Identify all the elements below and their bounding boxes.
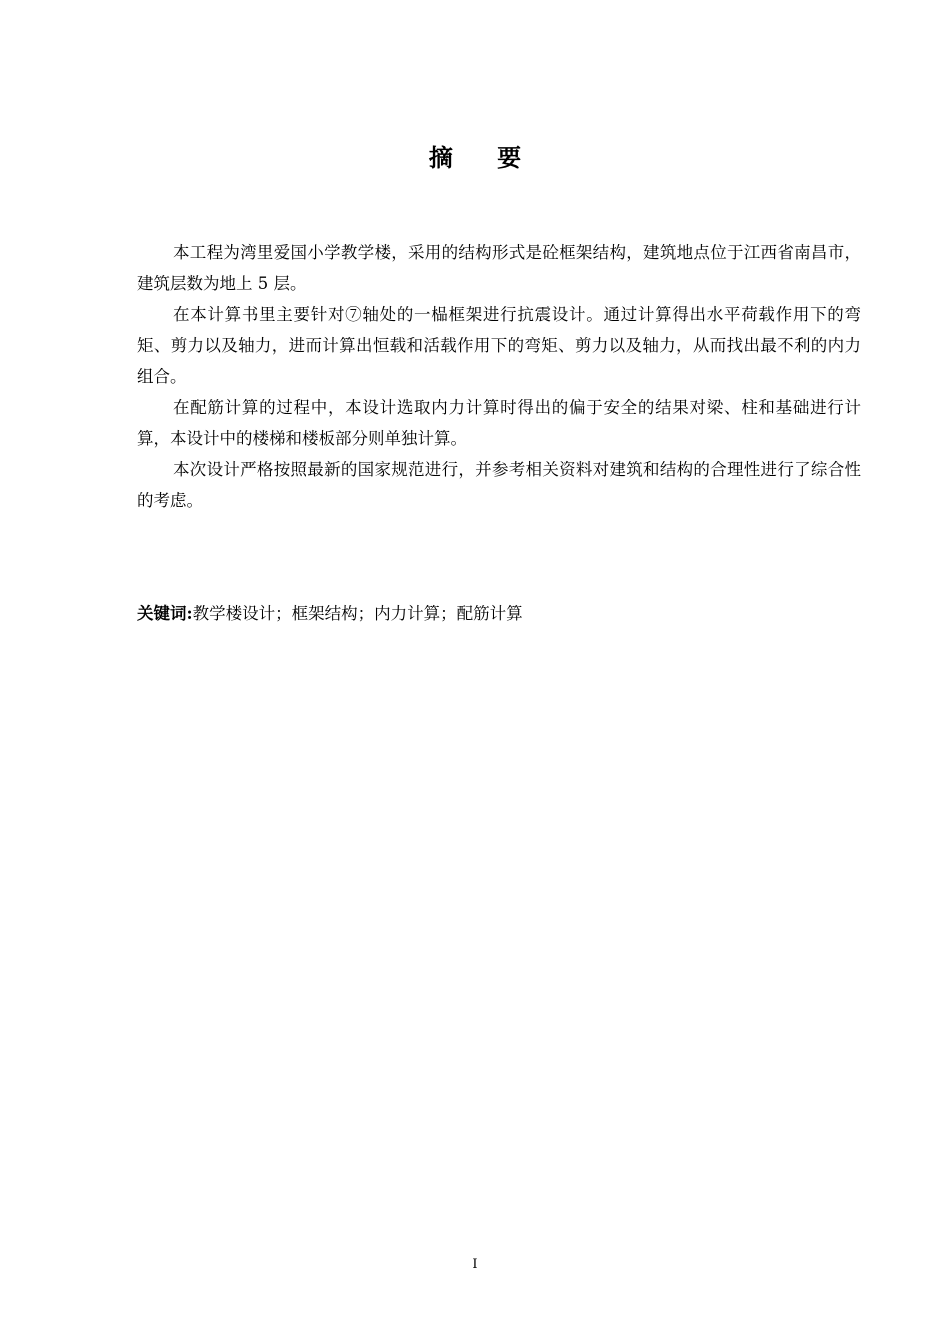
page-number: I xyxy=(472,1257,478,1272)
keywords-line xyxy=(137,598,861,629)
abstract-paragraph-1: 本工程为湾里爱国小学教学楼，采用的结构形式是砼框架结构，建筑地点位于江西省南昌市，建筑层数为地上 5 层。 xyxy=(137,243,861,293)
page-title: 摘 要 xyxy=(428,143,540,172)
abstract-paragraph-4: 本次设计严格按照最新的国家规范进行，并参考相关资料对建筑和结构的合理性进行了综合性的考虑。 xyxy=(137,460,861,510)
abstract-body xyxy=(137,237,861,516)
keywords-label: 关键词: xyxy=(137,604,193,623)
keywords-text: 教学楼设计；框架结构；内力计算；配筋计算 xyxy=(192,604,523,623)
abstract-paragraph-2: 在本计算书里主要针对⑦轴处的一榀框架进行抗震设计。通过计算得出水平荷载作用下的弯矩、剪力以及轴力，进而计算出恒载和活载作用下的弯矩、剪力以及轴力，从而找出最不利的内力组合。 xyxy=(137,305,861,386)
abstract-paragraph-3: 在配筋计算的过程中，本设计选取内力计算时得出的偏于安全的结果对梁、柱和基础进行计算，本设计中的楼梯和楼板部分则单独计算。 xyxy=(137,398,861,448)
